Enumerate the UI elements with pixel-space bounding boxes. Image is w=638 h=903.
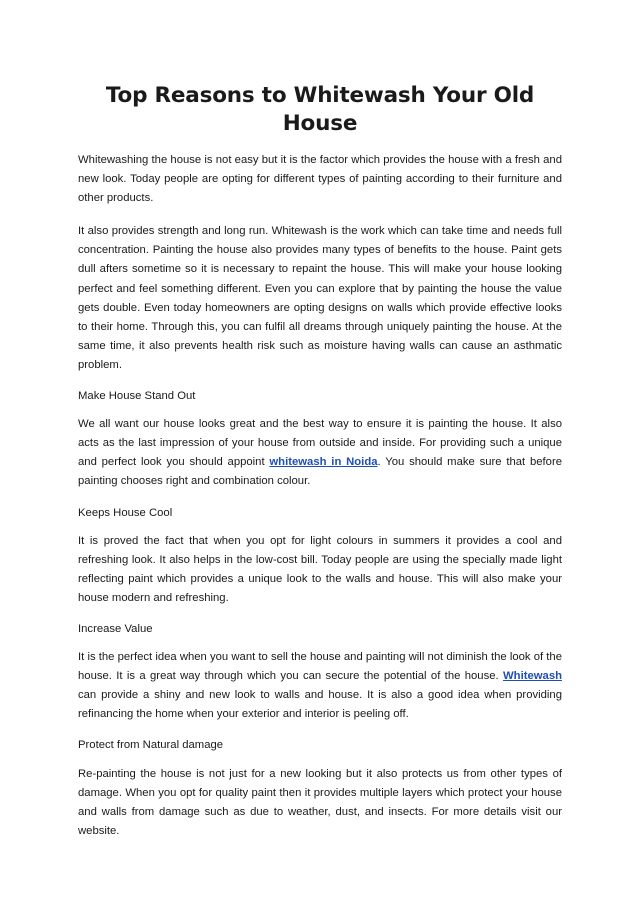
section-heading-increase-value: Increase Value — [78, 622, 153, 635]
section-paragraph-increase-value — [78, 648, 562, 724]
section-paragraph-stand-out — [78, 415, 562, 491]
section-heading-keeps-cool: Keeps House Cool — [78, 506, 173, 519]
section-text: can provide a shiny and new look to walls and house. It is also a good idea when providing refinancing the home when your exterior and interior is peeling off. — [78, 689, 562, 721]
page-title: Top Reasons to Whitewash Your Old House — [105, 83, 535, 136]
whitewash-in-noida-link[interactable]: whitewash in Noida — [269, 456, 378, 469]
document-page — [78, 0, 562, 841]
whitewash-link[interactable]: Whitewash — [503, 670, 562, 683]
section-paragraph-keeps-cool: It is proved the fact that when you opt for light colours in summers it provides a cool and refreshing look. It also helps in the low-cost bill. Today people are using the specially made light reflecting paint which provides a unique look to the walls and house. This will also make your house modern and refreshing. — [78, 534, 562, 604]
section-heading-stand-out: Make House Stand Out — [78, 390, 196, 403]
benefits-paragraph: It also provides strength and long run. Whitewash is the work which can take time and needs full concentration. Painting the house also provides many types of benefits to the house. Paint gets dull afters sometime so it is necessary to repaint the house. This will make your house looking perfect and feel something different. Even you can explore that by painting the house the value gets double. Even today homeowners are opting designs on walls which provide effective looks to their home. Through this, you can fulfil all dreams through uniquely painting the house. At the same time, it also prevents health risk such as moisture having walls can cause an asthmatic problem. — [78, 225, 562, 371]
section-text: We all want our house looks great and the best way to ensure it is painting the house. It also acts as the last impression of your house from outside and inside. For providing such a unique and perfect look you should appoint — [78, 418, 562, 469]
section-paragraph-protect-damage: Re-painting the house is not just for a new looking but it also protects us from other types of damage. When you opt for quality paint then it provides multiple layers which protect your house and walls from damage such as due to weather, dust, and insects. For more details visit our website. — [78, 767, 562, 837]
section-text: . You should make sure that before painting chooses right and combination colour. — [78, 456, 562, 488]
section-heading-protect-damage: Protect from Natural damage — [78, 739, 224, 752]
intro-paragraph: Whitewashing the house is not easy but it is the factor which provides the house with a fresh and new look. Today people are opting for different types of painting according to their furniture and other products. — [78, 154, 562, 205]
section-text: It is the perfect idea when you want to sell the house and painting will not diminish the look of the house. It is a great way through which you can secure the potential of the house. — [78, 651, 562, 683]
